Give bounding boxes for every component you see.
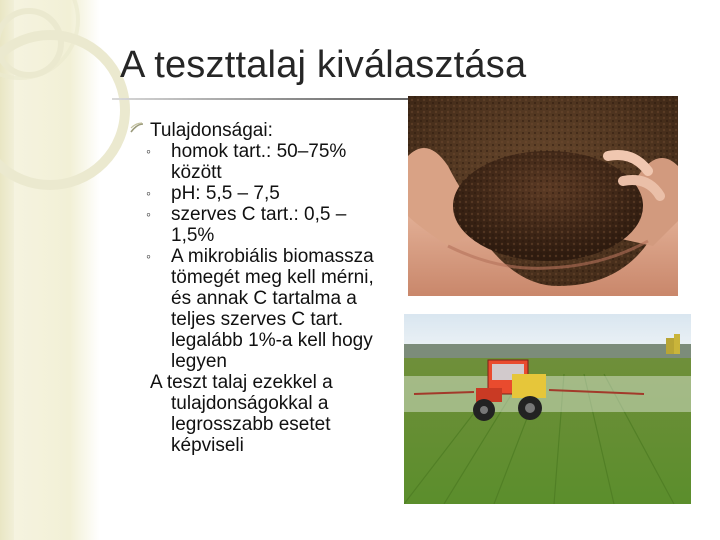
list-item-text: A mikrobiális biomassza tömegét meg kell mérni, és annak C tartalma a teljes szerves C tart. legalább 1%-a kell hogy legyen (171, 246, 374, 372)
main-bullet (130, 120, 400, 141)
list-item (130, 183, 400, 204)
slide-body (130, 118, 400, 456)
property-list (130, 141, 400, 372)
list-item-text: pH: 5,5 – 7,5 (171, 183, 280, 204)
list-item (130, 141, 400, 183)
list-item-text: szerves C tart.: 0,5 – 1,5% (171, 204, 347, 246)
summary-note (130, 372, 400, 456)
list-item (130, 204, 400, 246)
summary-note-text: A teszt talaj ezekkel a tulajdonságokkal a legrosszabb esetet képviseli (150, 372, 333, 456)
list-item-text: homok tart.: 50–75% között (171, 141, 347, 183)
slide-bullet-icon (130, 122, 144, 134)
list-item (130, 246, 400, 372)
hollow-circle-icon: ◦ (146, 185, 151, 201)
slide-title: A teszttalaj kiválasztása (120, 44, 527, 86)
tractor-sprayer-photo (404, 314, 691, 504)
hollow-circle-icon: ◦ (146, 248, 151, 264)
hollow-circle-icon: ◦ (146, 143, 151, 159)
soil-in-hands-photo (408, 96, 678, 296)
main-bullet-label: Tulajdonságai: (150, 120, 273, 141)
hollow-circle-icon: ◦ (146, 206, 151, 222)
